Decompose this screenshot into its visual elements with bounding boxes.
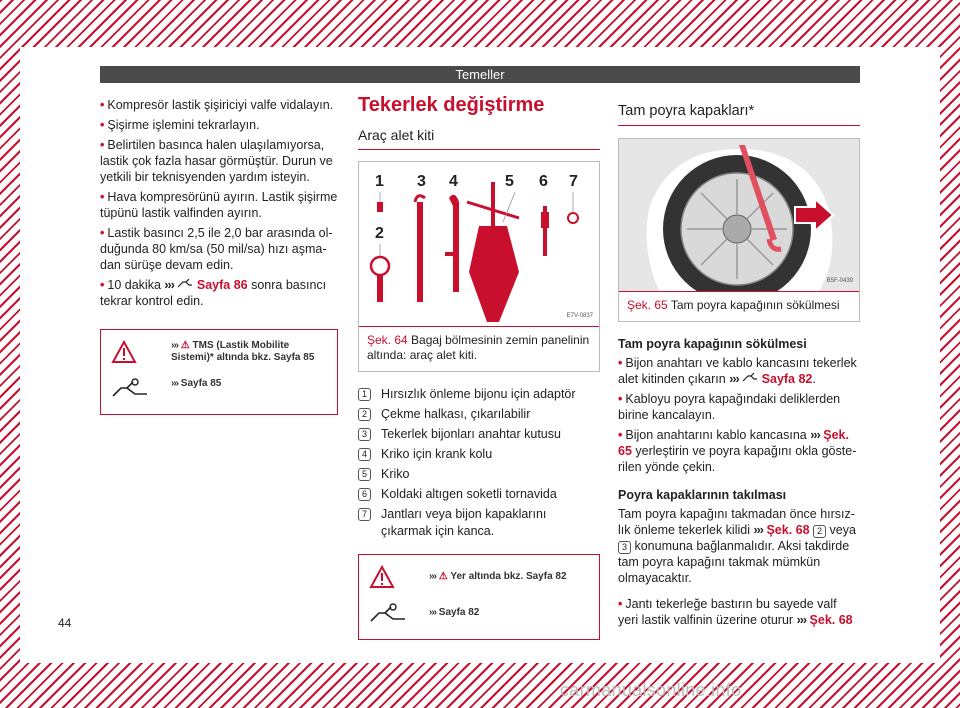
list-item: 7 Jantları veya bijon kapaklarını çıkarmak için kanca. [358,506,600,540]
list-item: • Jantı tekerleğe bastırın bu sayede valf yeri lastik valfinin üzerine oturur ››› Şek. 68 [618,597,853,627]
list-item: 6 Koldaki altıgen soketli tornavida [358,486,600,503]
warning-reference[interactable]: TMS (Lastik Mobilite Sistemi)* altında bkz. Sayfa 85 [171,340,315,363]
warning-box: ››› ⚠ Yer altında bkz. Sayfa 82 ››› Sayfa 82 [358,554,600,640]
subheading: Poyra kapaklarının takılması [618,488,787,502]
callout-badge: 2 [813,525,826,538]
list-item: 5 Kriko [358,466,600,483]
tool-icon [369,603,407,623]
warning-reference[interactable]: Yer altında bkz. Sayfa 82 [450,571,567,582]
hubcap-illustration [619,139,859,291]
tool-label: 7 [569,173,578,190]
list-item: • Hava kompresörünü ayırın. Lastik şişirme tüpünü lastik valfinden ayırın. [100,190,338,220]
list-item: • Lastik basıncı 2,5 ile 2,0 bar arasında olduğunda 80 km/sa (50 mil/sa) hızı aşmadan sürüşe devam edin. [100,226,333,272]
list-item: 3 Tekerlek bijonları anahtar kutusu [358,426,600,443]
figure-link[interactable]: Şek. 68 [766,523,810,537]
tool-icon [177,279,193,289]
figure-64 [358,161,600,372]
figure-caption: Şek. 64 Bagaj bölmesinin zemin panelinin altında: araç alet kiti. [359,326,599,371]
section-title: Tam poyra kapakları* [618,103,860,126]
figure-caption: Şek. 65 Tam poyra kapağının sökülmesi [619,291,859,321]
section-subtitle: Araç alet kiti [358,127,600,150]
list-item: • Bijon anahtarını kablo kancasına ››› Şek. 65 yerleştirin ve poyra kapağını okla gösterilen yönde çekin. [618,428,857,474]
list-item: • Şişirme işlemini tekrarlayın. [100,118,260,132]
list-item: • Belirtilen basınca halen ulaşılamıyorsa, lastik çok fazla hasar görmüştür. Durun ve yetkili bir teknisyenden yardım isteyin. [100,138,333,184]
callout-badge: 3 [618,541,631,554]
warning-box: ››› ⚠ TMS (Lastik Mobilite Sistemi)* altında bkz. Sayfa 85 ››› Sayfa 85 [100,329,338,415]
figure-link[interactable]: Şek. 68 [809,613,853,627]
page-reference[interactable]: Sayfa 85 [180,378,222,389]
watermark: carmanualsonline.info [560,680,742,700]
column-1 [100,97,338,415]
list-item: 2 Çekme halkası, çıkarılabilir [358,406,600,423]
figure-65 [618,138,860,322]
tool-icon [111,378,149,398]
column-3 [618,97,860,632]
tool-label: 5 [505,173,514,190]
page-header: Temeller [100,66,860,83]
paragraph: Tam poyra kapağını takmadan önce hırsızlık önleme tekerlek kilidi ››› Şek. 68 2 veya 3 konumuna bağlanmalıdır. Aksi takdirde tam poyra kapağını takmak mümkün olmayacaktır. [618,507,856,585]
subheading: Tam poyra kapağının sökülmesi [618,337,807,351]
tool-label: 1 [375,173,384,190]
tool-label: 6 [539,173,548,190]
figure-code: B5F-0439 [826,278,853,284]
list-item: 4 Kriko için krank kolu [358,446,600,463]
warning-triangle-icon [369,565,395,589]
figure-code: E7V-0837 [566,313,593,319]
list-item: • 10 dakika ››› Sayfa 86 sonra basıncı tekrar kontrol edin. [100,278,327,308]
page-link[interactable]: Sayfa 86 [196,278,248,292]
tool-list [358,386,600,540]
warning-triangle-icon [111,340,137,364]
list-item: 1 Hırsızlık önleme bijonu için adaptör [358,386,600,403]
page-reference[interactable]: Sayfa 82 [438,607,480,618]
tool-label: 2 [375,225,384,242]
tool-kit-illustration [359,162,599,326]
tool-label: 3 [417,173,426,190]
section-title: Tekerlek değiştirme [358,94,545,116]
list-item: • Kabloyu poyra kapağındaki deliklerden birine kancalayın. [618,392,841,422]
tool-icon [742,373,758,383]
list-item: • Kompresör lastik şişiriciyi valfe vidalayın. [100,98,334,112]
column-2 [358,94,600,640]
list-item: • Bijon anahtarı ve kablo kancasını tekerlek alet kitinden çıkarın ››› Sayfa 82. [618,356,857,386]
tool-label: 4 [449,173,458,190]
page-link[interactable]: Sayfa 82 [761,372,813,386]
figure-link[interactable]: Şek. 65 [618,428,849,458]
page-number: 44 [58,616,72,630]
